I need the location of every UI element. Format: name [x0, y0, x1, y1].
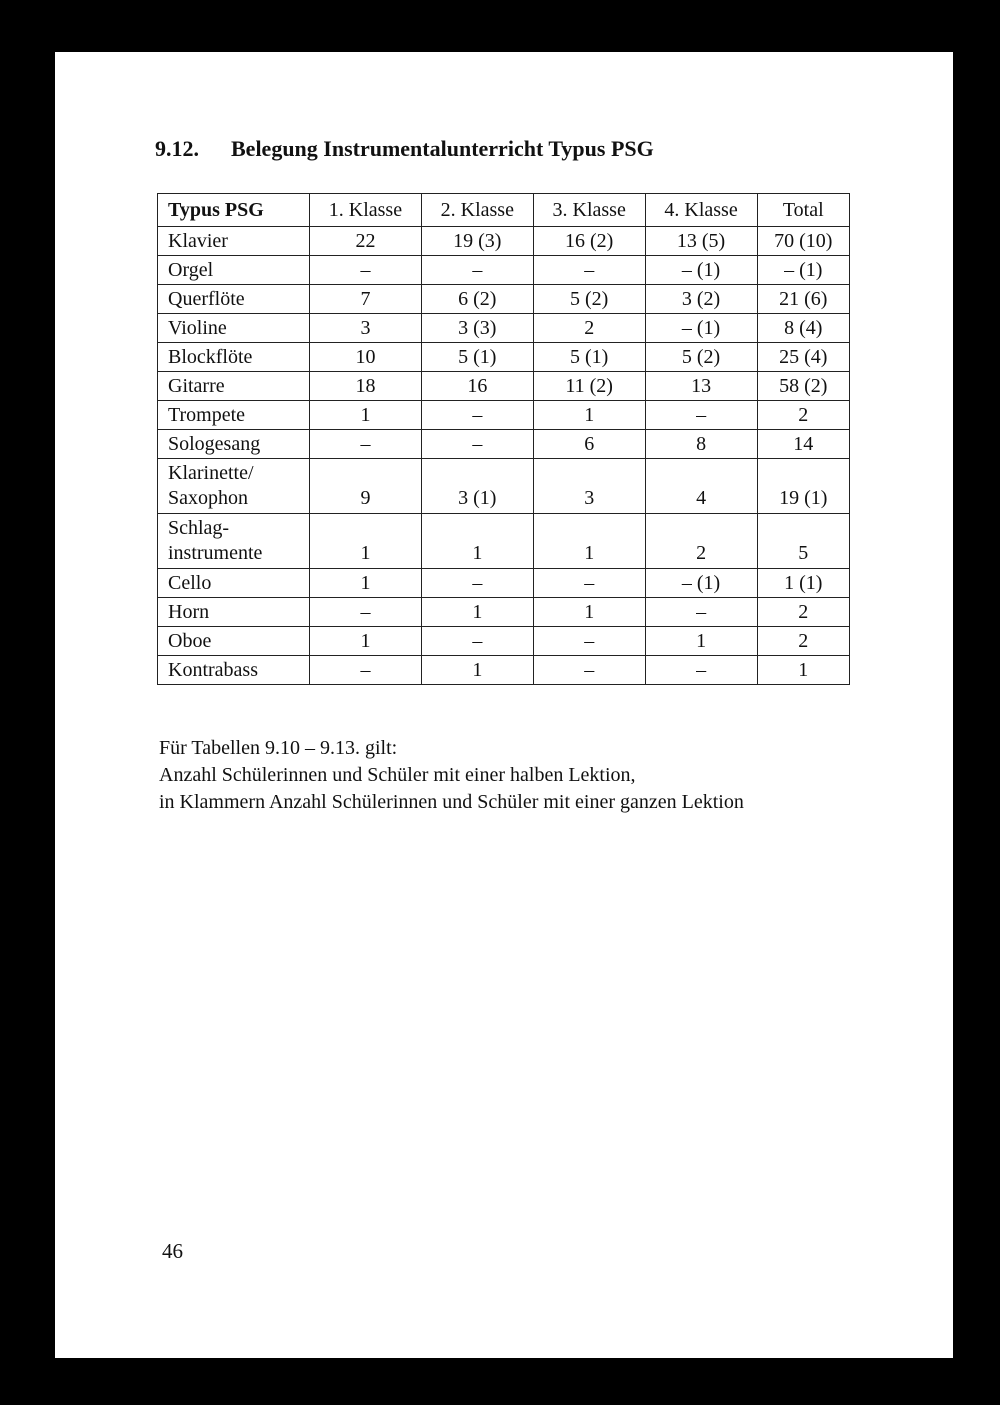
table-row [158, 569, 850, 598]
cell: – [533, 656, 645, 685]
cell: 5 (1) [421, 343, 533, 372]
table-row [158, 256, 850, 285]
row-name [158, 459, 310, 514]
cell: 1 [421, 514, 533, 569]
total-cell: 8 (4) [757, 314, 850, 343]
cell: 1 [310, 627, 422, 656]
header-cell-typus: Typus PSG [158, 194, 310, 227]
cell: 16 [421, 372, 533, 401]
cell: 10 [310, 343, 422, 372]
row-name-line-1: Schlag- [168, 517, 230, 539]
row-name: Querflöte [158, 285, 310, 314]
cell: 1 [533, 514, 645, 569]
document-page [55, 52, 953, 1358]
cell: 7 [310, 285, 422, 314]
table-row [158, 598, 850, 627]
cell: 11 (2) [533, 372, 645, 401]
header-cell-klasse-1: 1. Klasse [310, 194, 422, 227]
total-cell: 5 [757, 514, 850, 569]
total-cell: 2 [757, 401, 850, 430]
total-cell: 58 (2) [757, 372, 850, 401]
cell: – [533, 256, 645, 285]
cell: 3 [533, 459, 645, 514]
cell: 13 (5) [645, 227, 757, 256]
row-name: Klavier [158, 227, 310, 256]
cell: – [645, 598, 757, 627]
table-row [158, 430, 850, 459]
total-cell: 70 (10) [757, 227, 850, 256]
cell: 22 [310, 227, 422, 256]
row-name: Kontrabass [158, 656, 310, 685]
cell: – [421, 256, 533, 285]
cell: 9 [310, 459, 422, 514]
row-name: Blockflöte [158, 343, 310, 372]
table-row [158, 627, 850, 656]
row-name: Trompete [158, 401, 310, 430]
row-name-line-2: Saxophon [168, 487, 248, 509]
row-name: Oboe [158, 627, 310, 656]
total-cell: 14 [757, 430, 850, 459]
header-cell-klasse-4: 4. Klasse [645, 194, 757, 227]
total-cell: 21 (6) [757, 285, 850, 314]
cell: – [310, 256, 422, 285]
section-number: 9.12. [155, 136, 199, 161]
cell: 19 (3) [421, 227, 533, 256]
cell: – [421, 430, 533, 459]
header-cell-total: Total [757, 194, 850, 227]
table-row [158, 514, 850, 569]
section-heading [155, 136, 654, 162]
cell: 3 (2) [645, 285, 757, 314]
cell: 6 (2) [421, 285, 533, 314]
total-cell: 2 [757, 598, 850, 627]
table-row [158, 401, 850, 430]
row-name: Horn [158, 598, 310, 627]
total-cell: 25 (4) [757, 343, 850, 372]
cell: 1 [533, 598, 645, 627]
cell: – (1) [645, 569, 757, 598]
cell: 8 [645, 430, 757, 459]
cell: – [533, 569, 645, 598]
cell: 3 (3) [421, 314, 533, 343]
cell: – [421, 569, 533, 598]
table-footnote [159, 735, 744, 816]
cell: 5 (2) [533, 285, 645, 314]
cell: 1 [533, 401, 645, 430]
cell: – [421, 401, 533, 430]
cell: – [645, 656, 757, 685]
cell: – [310, 598, 422, 627]
row-name-line-2: instrumente [168, 542, 263, 564]
cell: 2 [533, 314, 645, 343]
cell: – [645, 401, 757, 430]
table-row [158, 459, 850, 514]
header-cell-klasse-3: 3. Klasse [533, 194, 645, 227]
cell: 16 (2) [533, 227, 645, 256]
cell: 3 [310, 314, 422, 343]
total-cell: 1 (1) [757, 569, 850, 598]
table-row [158, 656, 850, 685]
row-name [158, 514, 310, 569]
footnote-line: in Klammern Anzahl Schülerinnen und Schüler mit einer ganzen Lektion [159, 791, 744, 813]
row-name: Cello [158, 569, 310, 598]
total-cell: 1 [757, 656, 850, 685]
cell: 1 [310, 514, 422, 569]
cell: 1 [421, 598, 533, 627]
table-row [158, 343, 850, 372]
cell: 5 (2) [645, 343, 757, 372]
row-name-line-1: Klarinette/ [168, 462, 254, 484]
cell: 4 [645, 459, 757, 514]
row-name: Orgel [158, 256, 310, 285]
instrument-table [157, 193, 850, 685]
table-row [158, 285, 850, 314]
total-cell: – (1) [757, 256, 850, 285]
cell: – [421, 627, 533, 656]
cell: 13 [645, 372, 757, 401]
cell: – (1) [645, 256, 757, 285]
row-name: Gitarre [158, 372, 310, 401]
cell: 6 [533, 430, 645, 459]
cell: – [310, 430, 422, 459]
cell: – [310, 656, 422, 685]
cell: – [533, 627, 645, 656]
row-name: Sologesang [158, 430, 310, 459]
cell: 1 [421, 656, 533, 685]
cell: 1 [645, 627, 757, 656]
cell: 3 (1) [421, 459, 533, 514]
footnote-line: Anzahl Schülerinnen und Schüler mit einer halben Lektion, [159, 764, 636, 786]
table-row [158, 227, 850, 256]
footnote-line: Für Tabellen 9.10 – 9.13. gilt: [159, 737, 398, 759]
table-row [158, 372, 850, 401]
table-header-row [158, 194, 850, 227]
cell: 5 (1) [533, 343, 645, 372]
section-title: Belegung Instrumentalunterricht Typus PSG [231, 136, 654, 161]
table-row [158, 314, 850, 343]
cell: 18 [310, 372, 422, 401]
cell: 2 [645, 514, 757, 569]
cell: 1 [310, 569, 422, 598]
total-cell: 2 [757, 627, 850, 656]
total-cell: 19 (1) [757, 459, 850, 514]
row-name: Violine [158, 314, 310, 343]
cell: – (1) [645, 314, 757, 343]
header-cell-klasse-2: 2. Klasse [421, 194, 533, 227]
cell: 1 [310, 401, 422, 430]
page-number: 46 [162, 1239, 183, 1263]
